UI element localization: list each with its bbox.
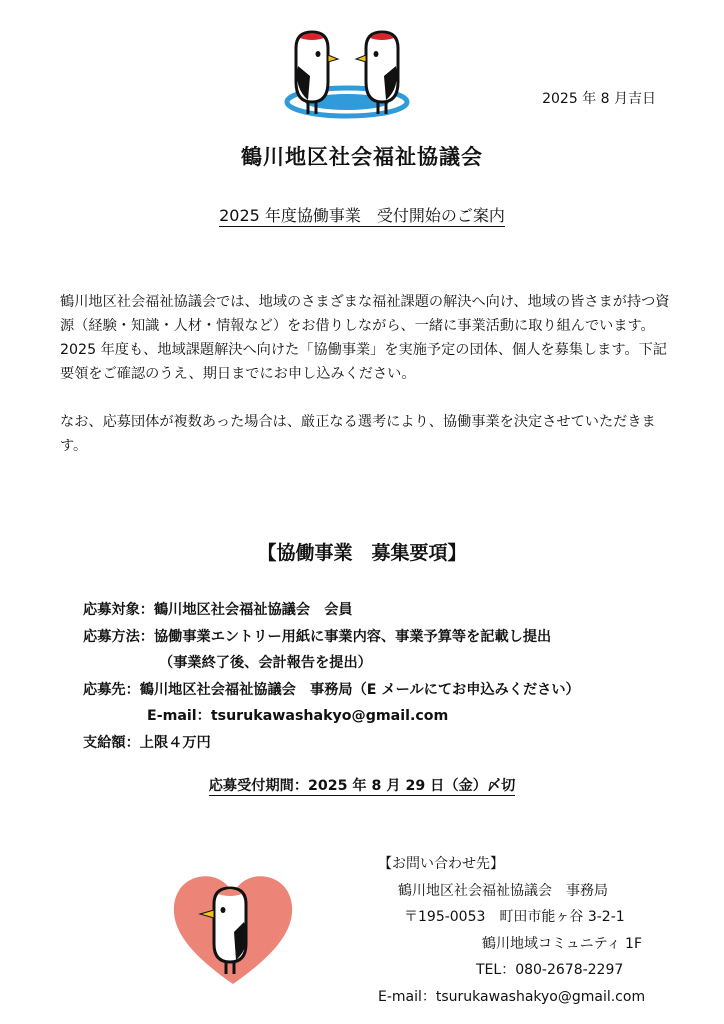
contact-heading: 【お問い合わせ先】	[378, 856, 504, 872]
issue-date: 2025 年 8 月吉日	[542, 91, 656, 107]
contact-block	[378, 851, 658, 1010]
notice-title-text: 2025 年度協働事業 受付開始のご案内	[219, 206, 505, 225]
req-amount: 支給額：上限４万円	[83, 734, 211, 751]
twin-crane-birds-logo	[282, 26, 412, 122]
req-method-note: （事業終了後、会計報告を提出）	[159, 655, 372, 671]
contact-building: 鶴川地域コミュニティ 1F	[482, 935, 643, 952]
contact-org: 鶴川地区社会福祉協議会 事務局	[398, 882, 608, 899]
contact-tel: TEL：080-2678-2297	[476, 962, 624, 978]
contact-email[interactable]: E-mail：tsurukawashakyo@gmail.com	[378, 988, 646, 1005]
requirements-list	[83, 597, 580, 756]
req-destination: 応募先：鶴川地区社会福祉協議会 事務局（E メールにてお申込みください）	[83, 681, 580, 698]
crane-bird-in-heart-icon	[170, 870, 296, 988]
req-method: 応募方法：協働事業エントリー用紙に事業内容、事業予算等を記載し提出	[83, 628, 552, 645]
contact-postal: 〒195-0053 町田市能ヶ谷 3-2-1	[404, 909, 625, 925]
intro-paragraph-2: 2025 年度も、地域課題解決へ向けた「協働事業」を実施予定の団体、個人を募集します。下記要領をご確認のうえ、期日までにお申し込みください。	[60, 342, 667, 382]
intro-paragraph-1: 鶴川地区社会福祉協議会では、地域のさまざまな福祉課題の解決へ向け、地域の皆さまが持つ資源（経験・知識・人材・情報など）をお借りしながら、一緒に事業活動に取り組んでいます。	[60, 294, 670, 334]
notice-title	[0, 203, 724, 226]
section-title: 【協働事業 募集要項】	[257, 542, 467, 564]
intro-text	[60, 290, 670, 458]
organization-title: 鶴川地区社会福祉協議会	[241, 145, 483, 169]
deadline-text: 応募受付期間：2025 年 8 月 29 日（金）〆切	[208, 778, 516, 794]
deadline	[0, 775, 724, 795]
req-target: 応募対象：鶴川地区社会福祉協議会 会員	[83, 602, 353, 618]
req-email: E-mail：tsurukawashakyo@gmail.com	[147, 708, 449, 724]
intro-paragraph-3: なお、応募団体が複数あった場合は、厳正なる選考により、協働事業を決定させていただきます。	[60, 414, 656, 454]
